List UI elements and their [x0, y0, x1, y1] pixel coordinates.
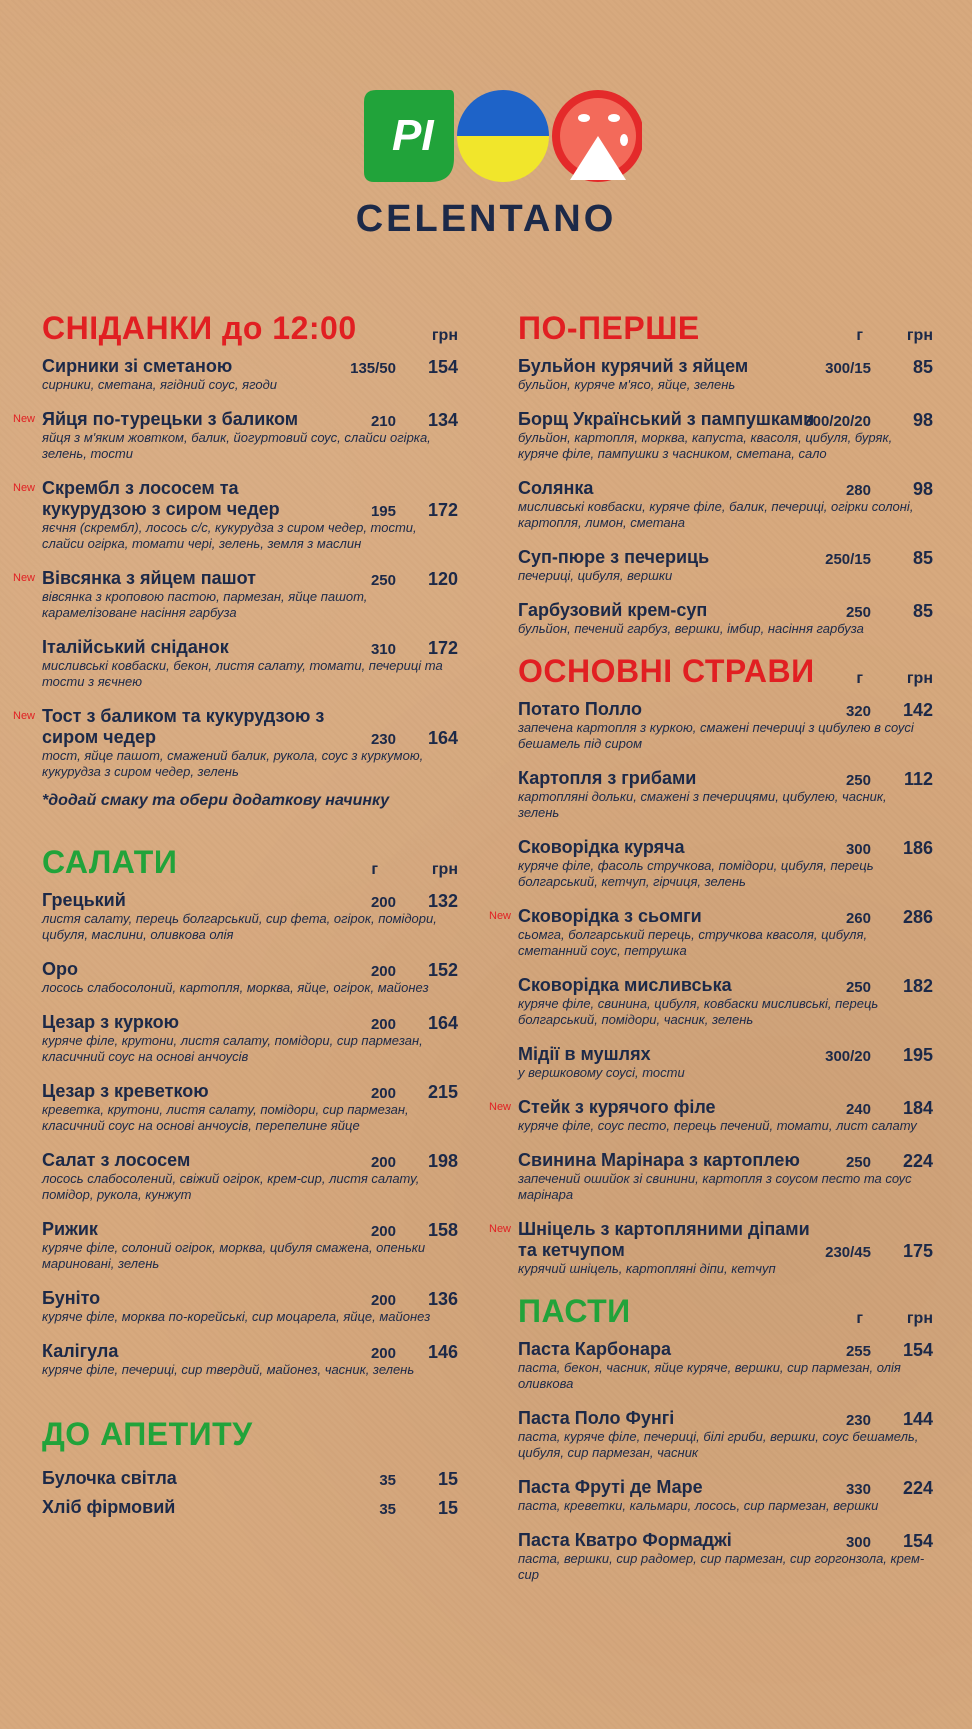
item-name: Калігула — [42, 1341, 119, 1361]
logo-mark: PI — [392, 111, 434, 160]
item-name: Цезар з креветкою — [42, 1081, 209, 1101]
item-name: Шніцель з картопляними діпами та кетчупом — [518, 1219, 810, 1260]
item-name: Паста Поло Фунгі — [518, 1408, 675, 1428]
item-price: 98 — [912, 410, 933, 430]
item-weight: 200 — [370, 1016, 396, 1033]
item-description: сирники, сметана, ягідний соус, ягоди — [42, 377, 277, 392]
menu-item — [488, 1150, 933, 1203]
item-name: Рижик — [42, 1219, 98, 1239]
new-badge: New — [13, 572, 36, 584]
menu-item — [12, 409, 458, 462]
menu-item — [12, 959, 458, 996]
item-name: Сирники зі сметаною — [42, 356, 233, 376]
item-name: Цезар з куркою — [42, 1012, 179, 1032]
item-description: куряче філе, соус песто, перець печений, томати, лист салату — [518, 1118, 917, 1133]
item-price: 146 — [427, 1342, 458, 1362]
main-dishes-list — [488, 699, 933, 1277]
item-price: 182 — [902, 976, 933, 996]
item-description: вівсянка з кроповою пастою, пармезан, яйце пашот, карамелізоване насіння гарбуза — [42, 589, 368, 620]
menu-item — [12, 1081, 458, 1134]
menu-item — [488, 1408, 933, 1461]
section-title: ДО АПЕТИТУ — [42, 1416, 253, 1452]
menu-item — [12, 1012, 458, 1065]
menu-item — [12, 890, 458, 943]
salads-list — [12, 890, 458, 1378]
item-price: 154 — [902, 1531, 933, 1551]
item-name: Буніто — [42, 1288, 101, 1308]
item-weight: 300/20/20 — [804, 413, 871, 430]
menu-item — [12, 478, 458, 552]
item-name: Вівсянка з яйцем пашот — [42, 568, 256, 588]
unit-price-header: грн — [906, 327, 933, 344]
item-price: 85 — [912, 357, 933, 377]
menu-item — [488, 699, 933, 752]
item-price: 164 — [427, 1013, 458, 1033]
menu-item — [12, 1288, 458, 1325]
menu-item — [488, 478, 933, 531]
item-weight: 250 — [370, 572, 396, 589]
section-title: ПАСТИ — [518, 1293, 631, 1329]
item-weight: 330 — [845, 1481, 871, 1498]
item-price: 224 — [902, 1478, 933, 1498]
item-price: 136 — [427, 1289, 458, 1309]
menu-item — [12, 637, 458, 690]
item-weight: 310 — [370, 641, 396, 658]
item-description: куряче філе, солоний огірок, морква, цибуля смажена, опеньки мариновані, зелень — [42, 1240, 426, 1271]
item-price: 186 — [902, 838, 933, 858]
first-courses-list — [488, 356, 933, 637]
item-weight: 300 — [845, 841, 871, 858]
item-description: яєчня (скрембл), лосось с/с, кукурудза з сиром чедер, тости, слайси огірка, томати чері, зелень, земля з маслин — [42, 520, 417, 551]
pasta-list — [488, 1339, 933, 1583]
item-price: 85 — [912, 601, 933, 621]
item-name: Сковорідка куряча — [518, 837, 685, 857]
new-badge: New — [13, 413, 36, 425]
item-weight: 200 — [370, 1292, 396, 1309]
item-weight: 240 — [845, 1101, 871, 1118]
item-weight: 280 — [845, 482, 871, 499]
item-price: 224 — [902, 1151, 933, 1171]
item-weight: 255 — [845, 1343, 871, 1360]
item-weight: 200 — [370, 963, 396, 980]
menu-header — [0, 0, 972, 260]
item-description: бульйон, куряче м'ясо, яйце, зелень — [518, 377, 736, 392]
section-title: СНІДАНКИ до 12:00 — [42, 310, 357, 346]
section-appetite — [12, 1416, 458, 1518]
item-price: 15 — [437, 1469, 458, 1489]
new-badge: New — [489, 1101, 512, 1113]
item-weight: 35 — [379, 1501, 396, 1518]
item-description: мисливські ковбаски, бекон, листя салату, томати, печериці та тости з яєчнею — [42, 658, 443, 689]
item-weight: 320 — [845, 703, 871, 720]
section-title: ПО-ПЕРШЕ — [518, 310, 700, 346]
item-price: 15 — [437, 1498, 458, 1518]
breakfast-list — [12, 356, 458, 780]
item-weight: 300/20 — [825, 1048, 871, 1065]
item-name: Бульйон курячий з яйцем — [518, 356, 749, 376]
item-weight: 135/50 — [350, 360, 396, 377]
menu-item — [488, 409, 933, 462]
item-name: Солянка — [518, 478, 594, 498]
item-weight: 35 — [379, 1472, 396, 1489]
menu-item — [12, 706, 458, 780]
item-name: Паста Фруті де Маре — [518, 1477, 703, 1497]
item-name: Скрембл з лососем та кукурудзою з сиром чедер — [42, 478, 280, 519]
menu-item — [12, 356, 458, 393]
item-name: Суп-пюре з печериць — [518, 547, 710, 567]
item-weight: 300/15 — [825, 360, 871, 377]
unit-weight-header: г — [371, 861, 378, 878]
menu-item — [488, 975, 933, 1028]
item-description: куряче філе, морква по-корейські, сир моцарела, яйце, майонез — [42, 1309, 431, 1324]
section-pasta — [488, 1293, 933, 1583]
item-price: 286 — [902, 907, 933, 927]
item-weight: 200 — [370, 1085, 396, 1102]
item-price: 172 — [427, 500, 458, 520]
menu-item — [488, 1097, 933, 1134]
item-description: листя салату, перець болгарський, сир фета, огірок, помідори, цибуля, маслини, оливкова олія — [42, 911, 437, 942]
item-description: лосось слабосолений, свіжий огірок, крем-сир, листя салату, помідор, рукола, кунжут — [42, 1171, 420, 1202]
item-name: Борщ Український з пампушками — [518, 409, 815, 429]
item-weight: 250/15 — [825, 551, 871, 568]
menu-item — [488, 600, 933, 637]
menu-item — [12, 1468, 458, 1489]
menu-item — [12, 1150, 458, 1203]
menu-item — [488, 1477, 933, 1514]
unit-price-header: грн — [431, 327, 458, 344]
item-description: паста, куряче філе, печериці, білі гриби, вершки, соус бешамель, цибуля, сир пармезан, часник — [518, 1429, 919, 1460]
item-price: 195 — [902, 1045, 933, 1065]
item-weight: 250 — [845, 604, 871, 621]
item-description: куряче філе, крутони, листя салату, помідори, сир пармезан, класичний соус на основі анчоусів — [42, 1033, 423, 1064]
item-name: Італійський сніданок — [42, 637, 229, 657]
item-name: Хліб фірмовий — [42, 1497, 176, 1517]
menu-item — [488, 837, 933, 890]
left-column — [12, 310, 458, 1526]
item-price: 132 — [427, 891, 458, 911]
unit-price-header: грн — [906, 1310, 933, 1327]
item-price: 158 — [427, 1220, 458, 1240]
item-weight: 230 — [370, 731, 396, 748]
item-description: тост, яйце пашот, смажений балик, рукола, соус з куркумою, кукурудза з сиром чедер, зелень — [42, 748, 424, 779]
menu-item — [12, 1219, 458, 1272]
item-weight: 250 — [845, 772, 871, 789]
menu-item — [488, 1339, 933, 1392]
item-price: 184 — [902, 1098, 933, 1118]
item-description: паста, вершки, сир радомер, сир пармезан, сир горгонзола, крем-сир — [518, 1551, 925, 1582]
appetite-list — [12, 1468, 458, 1518]
item-weight: 260 — [845, 910, 871, 927]
item-price: 215 — [427, 1082, 458, 1102]
unit-weight-header: г — [856, 1310, 863, 1327]
item-description: сьомга, болгарський перець, стручкова квасоля, цибуля, сметанний соус, петрушка — [518, 927, 868, 958]
item-name: Оро — [42, 959, 78, 979]
item-weight: 250 — [845, 1154, 871, 1171]
item-name: Паста Кватро Формаджі — [518, 1530, 732, 1550]
menu-item — [488, 1044, 933, 1081]
item-name: Мідії в мушлях — [518, 1044, 651, 1064]
item-description: печериці, цибуля, вершки — [518, 568, 673, 583]
item-price: 142 — [902, 700, 933, 720]
new-badge: New — [489, 910, 512, 922]
unit-price-header: грн — [431, 861, 458, 878]
section-title: ОСНОВНІ СТРАВИ — [518, 653, 815, 689]
item-name: Свинина Марінара з картоплею — [518, 1150, 800, 1170]
item-weight: 210 — [370, 413, 396, 430]
item-weight: 195 — [370, 503, 396, 520]
item-name: Гарбузовий крем-суп — [518, 600, 708, 620]
item-weight: 230 — [845, 1412, 871, 1429]
item-price: 112 — [903, 769, 933, 789]
menu-item — [488, 356, 933, 393]
item-description: курячий шніцель, картопляні діпи, кетчуп — [518, 1261, 776, 1276]
item-weight: 300 — [845, 1534, 871, 1551]
new-badge: New — [489, 1223, 512, 1235]
unit-price-header: грн — [906, 670, 933, 687]
item-price: 144 — [902, 1409, 933, 1429]
item-name: Сковорідка з сьомги — [518, 906, 702, 926]
item-description: паста, бекон, часник, яйце куряче, вершки, сир пармезан, олія оливкова — [518, 1360, 901, 1391]
menu-item — [12, 1341, 458, 1378]
item-description: куряче філе, свинина, цибуля, ковбаски мисливські, перець болгарський, помідори, часник, зелень — [518, 996, 879, 1027]
item-name: Стейк з курячого філе — [518, 1097, 716, 1117]
menu-item — [488, 1219, 933, 1277]
menu-item — [488, 547, 933, 584]
menu-item — [12, 568, 458, 621]
item-description: мисливські ковбаски, куряче філе, балик, печериці, огірки солоні, картопля, лимон, сметана — [518, 499, 914, 530]
item-description: запечена картопля з куркою, смажені печериці з цибулею в соусі бешамель під сиром — [518, 720, 914, 751]
new-badge: New — [13, 482, 36, 494]
item-description: картопляні дольки, смажені з печерицями, цибулею, часник, зелень — [518, 789, 887, 820]
item-name: Яйця по-турецьки з баликом — [42, 409, 299, 429]
section-breakfast — [12, 310, 458, 810]
item-name: Грецький — [42, 890, 126, 910]
item-price: 120 — [427, 569, 458, 589]
right-column — [488, 310, 933, 1599]
item-name: Сковорідка мисливська — [518, 975, 732, 995]
item-name: Потато Полло — [518, 699, 642, 719]
item-description: куряче філе, фасоль стручкова, помідори, цибуля, перець болгарський, кетчуп, гірчиця, зелень — [518, 858, 874, 889]
section-salads — [12, 844, 458, 1378]
item-price: 98 — [912, 479, 933, 499]
menu-item — [12, 1497, 458, 1518]
item-price: 164 — [427, 728, 458, 748]
item-description: бульйон, печений гарбуз, вершки, імбир, насіння гарбуза — [518, 621, 864, 636]
item-description: бульйон, картопля, морква, капуста, квасоля, цибуля, буряк, куряче філе, пампушки з часником, сметана, сало — [518, 430, 893, 461]
section-title: САЛАТИ — [42, 844, 178, 880]
menu-item — [488, 906, 933, 959]
item-price: 134 — [427, 410, 458, 430]
item-name: Булочка світла — [42, 1468, 177, 1488]
menu-item — [488, 768, 933, 821]
item-weight: 200 — [370, 1345, 396, 1362]
item-price: 172 — [427, 638, 458, 658]
item-name: Паста Карбонара — [518, 1339, 671, 1359]
celentano-logo-icon — [362, 88, 642, 184]
item-price: 198 — [427, 1151, 458, 1171]
item-price: 154 — [902, 1340, 933, 1360]
item-description: паста, креветки, кальмари, лосось, сир пармезан, вершки — [518, 1498, 879, 1513]
section-first-courses — [488, 310, 933, 637]
item-weight: 250 — [845, 979, 871, 996]
item-description: запечений ошийок зі свинини, картопля з соусом песто та соус марінара — [518, 1171, 912, 1202]
item-price: 154 — [427, 357, 458, 377]
section-main-dishes — [488, 653, 933, 1277]
unit-weight-header: г — [856, 670, 863, 687]
item-description: креветка, крутони, листя салату, помідори, сир пармезан, класичний соус на основі анчоусів, перепелине яйце — [42, 1102, 409, 1133]
brand-name: CELENTANO — [355, 198, 617, 240]
item-price: 85 — [912, 548, 933, 568]
item-weight: 200 — [370, 1154, 396, 1171]
item-description: у вершковому соусі, тости — [518, 1065, 685, 1080]
item-price: 175 — [902, 1241, 933, 1261]
item-name: Картопля з грибами — [518, 768, 697, 788]
item-price: 152 — [427, 960, 458, 980]
item-weight: 200 — [370, 1223, 396, 1240]
item-name: Тост з баликом та кукурудзою з сиром чедер — [42, 706, 325, 747]
item-description: лосось слабосолоний, картопля, морква, яйце, огірок, майонез — [42, 980, 429, 995]
unit-weight-header: г — [856, 327, 863, 344]
item-weight: 230/45 — [825, 1244, 871, 1261]
item-description: куряче філе, печериці, сир твердий, майонез, часник, зелень — [42, 1362, 415, 1377]
item-name: Салат з лососем — [42, 1150, 191, 1170]
item-weight: 200 — [370, 894, 396, 911]
new-badge: New — [13, 710, 36, 722]
note: *додай смаку та обери додаткову начинку — [42, 792, 390, 809]
menu-item — [488, 1530, 933, 1583]
item-description: яйця з м'яким жовтком, балик, йогуртовий соус, слайси огірка, зелень, тости — [42, 430, 431, 461]
